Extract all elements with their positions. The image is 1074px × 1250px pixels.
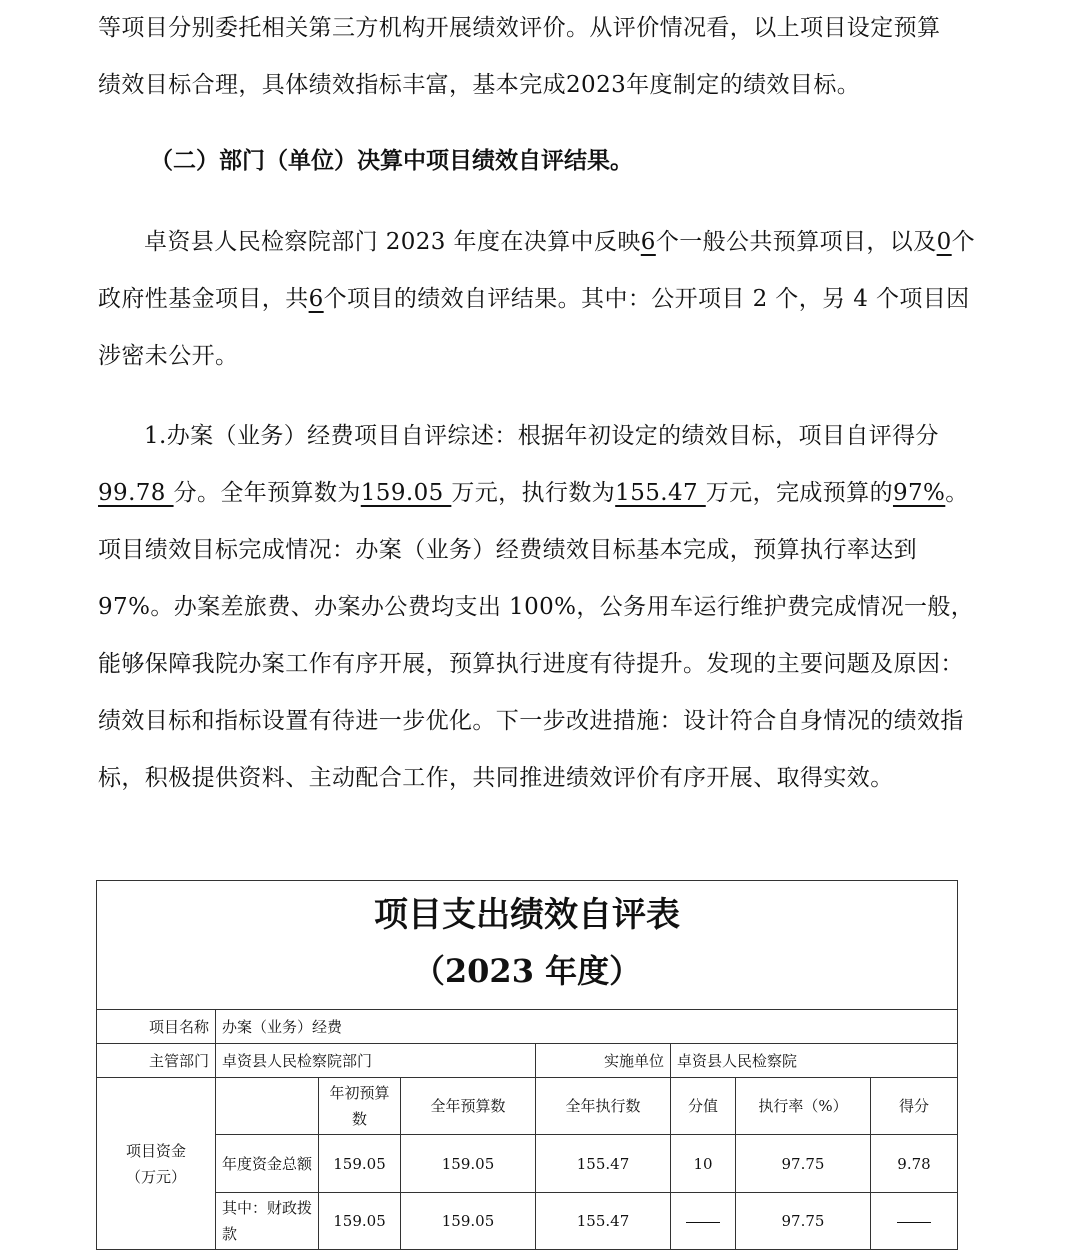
review-text-c: 万元，执行数为: [451, 480, 616, 506]
cell-initial: 159.05: [319, 1193, 401, 1250]
dash-mark: [897, 1222, 931, 1223]
project-name-value: 办案（业务）经费: [216, 1010, 958, 1044]
summary-text-d: 个项目的绩效自评结果。其中：公开项目 2 个，另 4 个项目因涉密未公开。: [98, 286, 970, 369]
header-annual-budget: 全年预算数: [401, 1078, 536, 1135]
cell-initial: 159.05: [319, 1135, 401, 1193]
header-blank: [216, 1078, 319, 1135]
performance-table: [96, 880, 958, 1250]
total-project-count: 6: [308, 286, 324, 312]
cell-rate: 97.75: [736, 1135, 871, 1193]
completion-rate: 97%: [892, 480, 946, 506]
dept-value: 卓资县人民检察院部门: [216, 1044, 536, 1078]
dash-mark: [686, 1222, 720, 1223]
header-initial: 年初预算数: [319, 1078, 401, 1135]
table-row: [97, 1135, 958, 1193]
table-title: 项目支出绩效自评表: [374, 895, 680, 935]
table-title-cell: [97, 881, 958, 1010]
cell-rate: 97.75: [736, 1193, 871, 1250]
review-text-d: 万元，完成预算的: [705, 480, 893, 506]
row-label: 其中：财政拨款: [216, 1193, 319, 1250]
header-rate: 执行率（%）: [736, 1078, 871, 1135]
impl-label: 实施单位: [536, 1044, 671, 1078]
review-text-a: 1.办案（业务）经费项目自评综述：根据年初设定的绩效目标，项目自评得分: [144, 423, 939, 449]
table-row: [97, 1193, 958, 1250]
table-subtitle: （2023 年度）: [412, 952, 642, 990]
header-annual-exec: 全年执行数: [536, 1078, 671, 1135]
paragraph-summary: [98, 214, 978, 385]
general-budget-count: 6: [640, 229, 656, 255]
self-score: 99.78: [98, 480, 174, 506]
cell-score-empty: [871, 1193, 958, 1250]
summary-text-b: 个一般公共预算项目，以及: [655, 229, 937, 255]
dept-label: 主管部门: [97, 1044, 216, 1078]
intro-line-1: 等项目分别委托相关第三方机构开展绩效评价。从评价情况看，以上项目设定预算: [98, 15, 941, 41]
review-text-b: 分。全年预算数为: [173, 480, 361, 506]
row-label: 年度资金总额: [216, 1135, 319, 1193]
execution-amount: 155.47: [615, 480, 706, 506]
cell-annual-exec: 155.47: [536, 1135, 671, 1193]
intro-line-2: 绩效目标合理，具体绩效指标丰富，基本完成2023年度制定的绩效目标。: [98, 72, 861, 98]
fund-project-count: 0: [936, 229, 952, 255]
impl-value: 卓资县人民检察院: [671, 1044, 958, 1078]
cell-annual-budget: 159.05: [401, 1135, 536, 1193]
summary-text-c: 个政府性基金项目，共: [98, 229, 976, 312]
cell-weight-empty: [671, 1193, 736, 1250]
annual-budget-amount: 159.05: [360, 480, 452, 506]
cell-weight: 10: [671, 1135, 736, 1193]
review-text-e: 。项目绩效目标完成情况：办案（业务）经费绩效目标基本完成，预算执行率达到 97%。办案差旅费、办案办公费均支出 100%，公务用车运行维护费完成情况一般，能够保障我院办案工作有序开展，预算执行进度有待提升。发现的主要问题及原因：绩效目标和指标设置有待进一步优化。下一步改进措施：设计符合自身情况的绩效指标，积极提供资料、主动配合工作，共同推进绩效评价有序开展、取得实效。: [98, 480, 975, 791]
cell-annual-budget: 159.05: [401, 1193, 536, 1250]
paragraph-intro: [98, 0, 978, 114]
summary-text-a: 卓资县人民检察院部门 2023 年度在决算中反映: [144, 229, 641, 255]
header-score: 得分: [871, 1078, 958, 1135]
cell-score: 9.78: [871, 1135, 958, 1193]
section-heading: （二）部门（单位）决算中项目绩效自评结果。: [150, 147, 633, 174]
project-name-label: 项目名称: [97, 1010, 216, 1044]
paragraph-project-review: [98, 408, 978, 807]
header-weight: 分值: [671, 1078, 736, 1135]
funds-label: 项目资金 （万元）: [97, 1078, 216, 1250]
cell-annual-exec: 155.47: [536, 1193, 671, 1250]
